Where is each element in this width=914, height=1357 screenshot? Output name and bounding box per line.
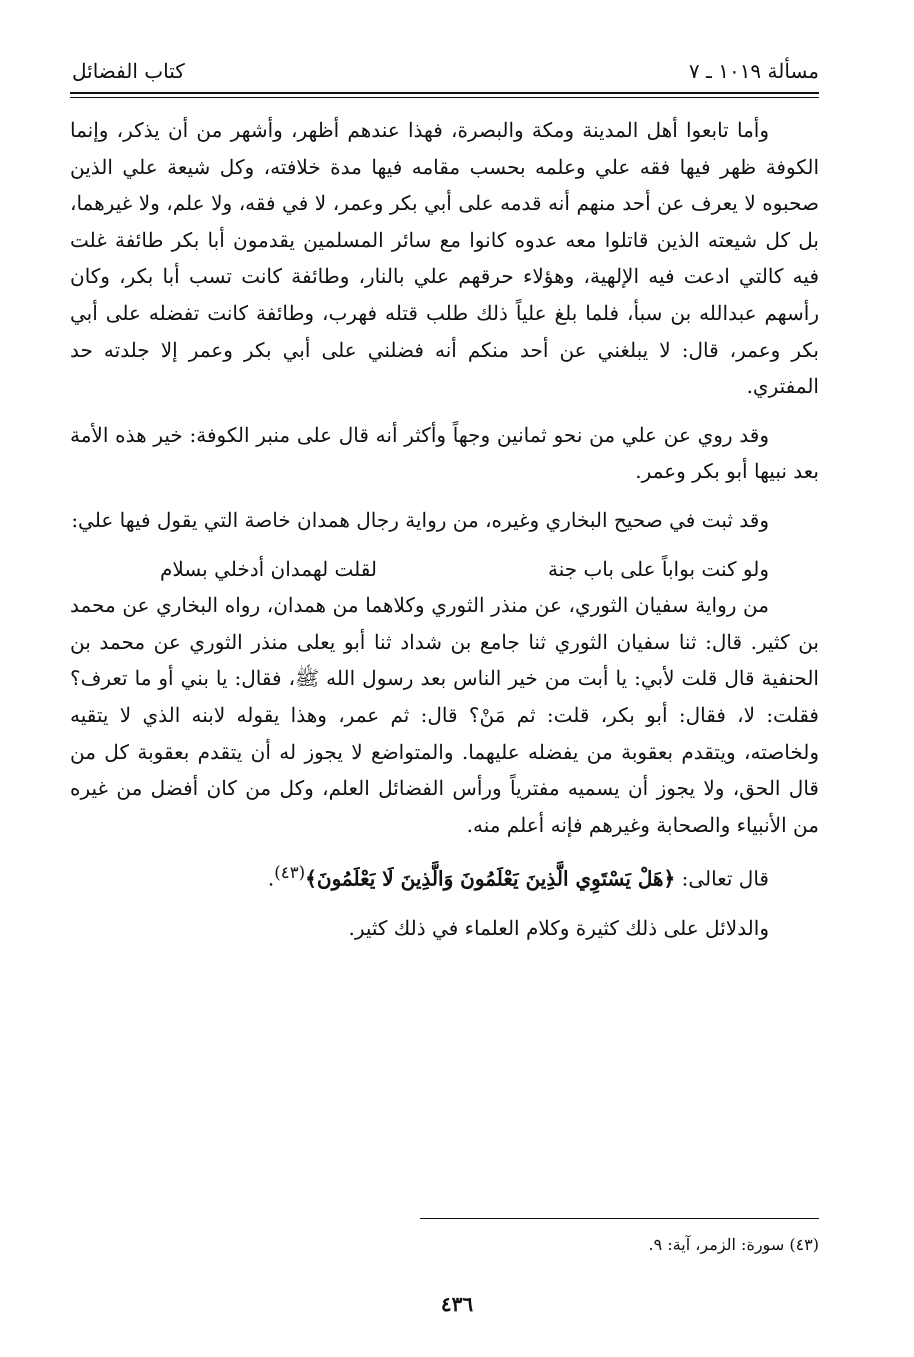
verse-first-hemistich: ولو كنت بواباً على باب جنة bbox=[547, 556, 769, 581]
footnote-rule bbox=[420, 1218, 819, 1219]
quran-suffix: . bbox=[267, 866, 275, 891]
header-rule-thin bbox=[70, 97, 819, 98]
verse-second-hemistich: لقلت لهمدان أدخلي بسلام bbox=[160, 556, 378, 581]
footnote-marker: (٤٣) bbox=[274, 863, 306, 883]
book-title: كتاب الفضائل bbox=[72, 59, 185, 83]
page-number: ٤٣٦ bbox=[440, 1292, 474, 1316]
paragraph-1: وأما تابعوا أهل المدينة ومكة والبصرة، فهذا عندهم أظهر، وأشهر من أن يذكر، وإنما الكوفة ظهر فيها فقه علي وعلمه بحسب مقامه فيها مدة خلافته، وكل شيعة علي الذين صحبوه لا يعرف عن أحد منهم أنه قدمه على أبي بكر وعمر، لا في فقه، ولا علم، ولا غيرهما، بل كل شيعته الذين قاتلوا معه عدوه كانوا مع سائر المسلمين يقدمون أبا بكر طائفة غلت فيه كالتي ادعت فيه الإلهية، وهؤلاء حرقهم علي بالنار، وطائفة كانت تسب أبا بكر، وكان رأسهم عبدالله بن سبأ، فلما بلغ علياً ذلك طلب قتله فهرب، وطائفة كانت تفضله على أبي بكر وعمر، قال: لا يبلغني عن أحد منكم أنه فضلني على أبي بكر وعمر إلا جلدته حد المفتري. bbox=[70, 118, 820, 399]
footnote: (٤٣) سورة: الزمر، آية: ٩. bbox=[648, 1235, 819, 1254]
poetry-verse bbox=[70, 551, 819, 588]
quran-prefix: قال تعالى: bbox=[675, 866, 769, 891]
paragraph-2: وقد روي عن علي من نحو ثمانين وجهاً وأكثر أنه قال على منبر الكوفة: خير هذه الأمة بعد نبيها أبو بكر وعمر. bbox=[70, 422, 819, 484]
header-rule-thick bbox=[70, 92, 819, 94]
section-number: مسألة ١٠١٩ ـ ٧ bbox=[688, 59, 819, 83]
running-head bbox=[72, 54, 819, 88]
closing-paragraph: والدلائل على ذلك كثيرة وكلام العلماء في ذلك كثير. bbox=[348, 915, 769, 940]
quran-verse: ﴿هَلْ يَسْتَوِي الَّذِينَ يَعْلَمُونَ وَالَّذِينَ لَا يَعْلَمُونَ﴾ bbox=[305, 866, 676, 891]
paragraph-4: من رواية سفيان الثوري، عن منذر الثوري وكلاهما من همدان، رواه البخاري عن محمد بن كثير. قال: ثنا سفيان الثوري ثنا جامع بن شداد ثنا أبو يعلى منذر الثوري عن محمد بن الحنفية قال قلت لأبي: يا أبت من خير الناس بعد رسول الله ﷺ، فقال: يا بني أو ما تعرف؟ فقلت: لا، فقال: أبو بكر، قلت: ثم مَنْ؟ قال: ثم عمر، وهذا يقوله لابنه الذي لا يتقيه ولخاصته، ويتقدم بعقوبة من يفضله عليهما. والمتواضع لا يجوز له أن يتقدم بعقوبة كل من قال الحق، ولا يجوز أن يسميه مفترياً ورأس الفضائل العلم، وكل من كان أفضل من غيره من الأنبياء والصحابة وغيرهم فإنه أعلم منه. bbox=[70, 593, 819, 837]
main-text bbox=[70, 112, 819, 946]
quran-citation bbox=[70, 855, 819, 897]
paragraph-3: وقد ثبت في صحيح البخاري وغيره، من رواية رجال همدان خاصة التي يقول فيها علي: bbox=[71, 507, 769, 532]
